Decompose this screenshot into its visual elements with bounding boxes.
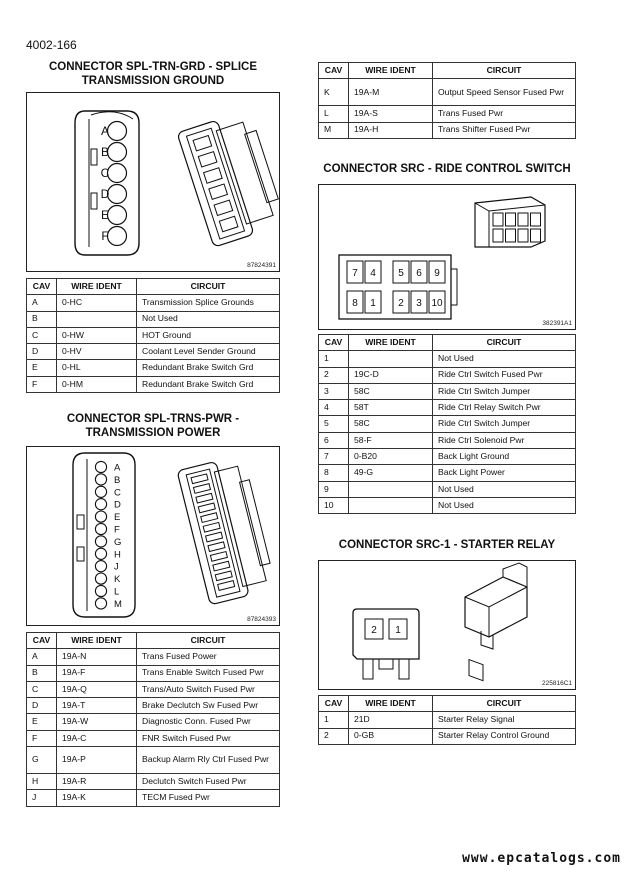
table-row	[27, 344, 280, 360]
pin-letter: E	[100, 208, 110, 222]
switch-cavity	[518, 229, 528, 242]
wire-table	[26, 632, 280, 807]
table-row	[27, 376, 280, 392]
cav-cell: B	[27, 665, 57, 681]
cav-cell: F	[27, 376, 57, 392]
wire-cell: 19A-M	[349, 79, 433, 106]
cav-cell: D	[27, 344, 57, 360]
header-wire-ident: WIRE IDENT	[349, 63, 433, 79]
wire-cell: 58T	[349, 400, 433, 416]
circuit-cell: Coolant Level Sender Ground	[137, 344, 280, 360]
cavity-number: 1	[370, 298, 376, 309]
cav-cell: 6	[319, 432, 349, 448]
side-cavity	[201, 513, 218, 523]
table-row	[27, 311, 280, 327]
cav-cell: 5	[319, 416, 349, 432]
pin-letter: J	[114, 561, 119, 573]
circuit-cell: Not Used	[433, 497, 576, 513]
switch-cavity	[506, 229, 516, 242]
connector-drawing	[27, 93, 279, 271]
pin-cavity	[95, 598, 106, 609]
table-row	[27, 714, 280, 730]
circuit-cell: FNR Switch Fused Pwr	[137, 730, 280, 746]
cavity-number: 6	[416, 268, 422, 279]
side-cavity	[191, 474, 208, 484]
page-number: 4002-166	[26, 38, 77, 52]
circuit-cell: Redundant Brake Switch Grd	[137, 376, 280, 392]
pin-cavity	[95, 585, 106, 596]
circuit-cell: Back Light Ground	[433, 449, 576, 465]
wire-table	[26, 278, 280, 393]
header-circuit: CIRCUIT	[433, 335, 576, 351]
cav-cell: G	[27, 747, 57, 774]
section-title: CONNECTOR SRC - RIDE CONTROL SWITCH	[323, 163, 571, 175]
header-wire-ident: WIRE IDENT	[349, 696, 433, 712]
cavity-number: 9	[434, 268, 440, 279]
wire-table	[318, 334, 576, 514]
table-header-row	[319, 696, 576, 712]
cav-cell: A	[27, 295, 57, 311]
table-row	[319, 728, 576, 744]
pin-cavity	[95, 536, 106, 547]
wire-cell: 19A-H	[349, 122, 433, 138]
header-circuit: CIRCUIT	[433, 63, 576, 79]
pin-letter: H	[114, 549, 121, 561]
table-row	[319, 416, 576, 432]
connector-drawing	[319, 185, 575, 329]
header-circuit: CIRCUIT	[137, 633, 280, 649]
table-row	[27, 360, 280, 376]
cav-cell: E	[27, 714, 57, 730]
wire-cell	[349, 497, 433, 513]
pin-cavity	[108, 185, 127, 204]
wire-cell: 0-HW	[57, 327, 137, 343]
table-row	[319, 367, 576, 383]
cav-cell: 7	[319, 449, 349, 465]
side-cavity	[198, 152, 217, 167]
connector-drawing	[27, 447, 279, 625]
side-cavity	[206, 532, 223, 542]
wire-cell: 58-F	[349, 432, 433, 448]
pin-cavity	[108, 143, 127, 162]
side-cavity	[219, 216, 238, 231]
cav-cell: 4	[319, 400, 349, 416]
section-title: CONNECTOR SPL-TRNS-PWR - TRANSMISSION POWER	[66, 413, 240, 439]
pin-letter: C	[114, 487, 121, 499]
circuit-cell: Not Used	[433, 481, 576, 497]
switch-cavity	[531, 229, 541, 242]
pin-cavity	[95, 486, 106, 497]
cav-cell: K	[319, 79, 349, 106]
section-spl-trns-pwr	[26, 412, 280, 807]
table-row	[319, 79, 576, 106]
table-row	[27, 681, 280, 697]
side-cavity	[208, 542, 225, 552]
pin-cavity	[95, 511, 106, 522]
header-wire-ident: WIRE IDENT	[57, 633, 137, 649]
circuit-cell: Trans Fused Power	[137, 649, 280, 665]
wire-cell: 19A-T	[57, 698, 137, 714]
wire-cell	[349, 351, 433, 367]
cav-cell: 1	[319, 351, 349, 367]
wire-cell: 0-HL	[57, 360, 137, 376]
circuit-cell: Trans Enable Switch Fused Pwr	[137, 665, 280, 681]
cav-cell: 8	[319, 465, 349, 481]
cavity-number: 8	[352, 298, 358, 309]
cav-cell: C	[27, 681, 57, 697]
connector-drawing	[319, 561, 575, 689]
switch-cavity	[493, 229, 503, 242]
circuit-cell: Brake Declutch Sw Fused Pwr	[137, 698, 280, 714]
header-cav: CAV	[27, 279, 57, 295]
pin-cavity	[108, 206, 127, 225]
cavity-number: 4	[370, 268, 376, 279]
table-row	[27, 790, 280, 806]
cavity-number: 10	[431, 298, 443, 309]
section-title: CONNECTOR SRC-1 - STARTER RELAY	[338, 539, 556, 551]
wire-cell: 49-G	[349, 465, 433, 481]
wire-cell	[57, 311, 137, 327]
header-wire-ident: WIRE IDENT	[349, 335, 433, 351]
table-row	[27, 730, 280, 746]
wire-cell: 19A-N	[57, 649, 137, 665]
circuit-cell: Declutch Switch Fused Pwr	[137, 774, 280, 790]
switch-cavity	[506, 213, 516, 226]
side-cavity	[213, 561, 230, 571]
cavity-number: 1	[395, 625, 401, 636]
cav-cell: 3	[319, 383, 349, 399]
cav-cell: D	[27, 698, 57, 714]
cav-cell: A	[27, 649, 57, 665]
figure-id: 225816C1	[542, 680, 572, 687]
side-cavity	[198, 503, 215, 513]
cavity-number: 5	[398, 268, 404, 279]
table-header-row	[319, 63, 576, 79]
cav-cell: F	[27, 730, 57, 746]
table-row	[319, 712, 576, 728]
connector-figure	[318, 184, 576, 330]
circuit-cell: Redundant Brake Switch Grd	[137, 360, 280, 376]
header-cav: CAV	[319, 335, 349, 351]
cavity-number: 2	[371, 625, 377, 636]
circuit-cell: Starter Relay Control Ground	[433, 728, 576, 744]
pin-cavity	[95, 499, 106, 510]
figure-id: 87824391	[247, 262, 276, 269]
table-row	[319, 383, 576, 399]
wire-cell: 0-HC	[57, 295, 137, 311]
switch-cavity	[518, 213, 528, 226]
circuit-cell: Transmission Splice Grounds	[137, 295, 280, 311]
cav-cell: M	[319, 122, 349, 138]
pin-cavity	[95, 474, 106, 485]
side-cavity	[215, 571, 232, 581]
table-row	[319, 351, 576, 367]
table-row	[27, 774, 280, 790]
side-cavity	[218, 581, 235, 591]
pin-letter: F	[101, 229, 109, 243]
header-circuit: CIRCUIT	[433, 696, 576, 712]
wire-cell: 0-HV	[57, 344, 137, 360]
pin-letter: L	[114, 586, 120, 598]
header-wire-ident: WIRE IDENT	[57, 279, 137, 295]
cavity-number: 2	[398, 298, 404, 309]
pin-letter: B	[100, 145, 110, 159]
wire-cell: 19A-W	[57, 714, 137, 730]
circuit-cell: Ride Ctrl Relay Switch Pwr	[433, 400, 576, 416]
circuit-cell: Trans Fused Pwr	[433, 106, 576, 122]
table-row	[27, 649, 280, 665]
cav-cell: 9	[319, 481, 349, 497]
cav-cell: 1	[319, 712, 349, 728]
wire-cell: 19A-S	[349, 106, 433, 122]
section-spl-trns-pwr-continued	[318, 62, 576, 139]
pin-letter: C	[100, 166, 110, 180]
side-cavity	[203, 522, 220, 532]
wire-cell: 58C	[349, 383, 433, 399]
circuit-cell: Ride Ctrl Switch Fused Pwr	[433, 367, 576, 383]
table-row	[27, 665, 280, 681]
cav-cell: B	[27, 311, 57, 327]
pin-letter: D	[114, 499, 121, 511]
cav-cell: L	[319, 106, 349, 122]
wire-cell: 58C	[349, 416, 433, 432]
table-row	[27, 698, 280, 714]
circuit-cell: Not Used	[137, 311, 280, 327]
table-row	[27, 327, 280, 343]
header-circuit: CIRCUIT	[137, 279, 280, 295]
header-cav: CAV	[319, 696, 349, 712]
table-row	[319, 122, 576, 138]
circuit-cell: HOT Ground	[137, 327, 280, 343]
cavity-number: 3	[416, 298, 422, 309]
table-row	[319, 497, 576, 513]
circuit-cell: Backup Alarm Rly Ctrl Fused Pwr	[137, 747, 280, 774]
header-cav: CAV	[27, 633, 57, 649]
connector-figure	[318, 560, 576, 690]
pin-letter: F	[114, 524, 120, 536]
circuit-cell: Output Speed Sensor Fused Pwr	[433, 79, 576, 106]
circuit-cell: Trans/Auto Switch Fused Pwr	[137, 681, 280, 697]
cav-cell: E	[27, 360, 57, 376]
cav-cell: H	[27, 774, 57, 790]
table-row	[319, 449, 576, 465]
wire-cell: 0-GB	[349, 728, 433, 744]
wire-cell: 21D	[349, 712, 433, 728]
table-header-row	[319, 335, 576, 351]
circuit-cell: Ride Ctrl Solenoid Pwr	[433, 432, 576, 448]
side-cavity	[196, 493, 213, 503]
pin-cavity	[95, 573, 106, 584]
circuit-cell: Ride Ctrl Switch Jumper	[433, 416, 576, 432]
pin-cavity	[95, 548, 106, 559]
side-cavity	[209, 184, 228, 199]
section-src	[318, 162, 576, 514]
wire-cell: 19A-Q	[57, 681, 137, 697]
connector-figure	[26, 446, 280, 626]
cav-cell: 10	[319, 497, 349, 513]
side-cavity	[204, 168, 223, 183]
cavity-number: 7	[352, 268, 358, 279]
pin-letter: G	[114, 536, 122, 548]
pin-letter: A	[114, 462, 121, 474]
switch-cavity	[493, 213, 503, 226]
switch-cavity	[531, 213, 541, 226]
wire-cell: 19A-R	[57, 774, 137, 790]
wire-cell: 19A-C	[57, 730, 137, 746]
wire-cell: 19C-D	[349, 367, 433, 383]
circuit-cell: TECM Fused Pwr	[137, 790, 280, 806]
wire-cell: 19A-F	[57, 665, 137, 681]
cav-cell: J	[27, 790, 57, 806]
pin-cavity	[108, 164, 127, 183]
pin-letter: M	[114, 598, 122, 610]
pin-letter: D	[100, 187, 110, 201]
table-row	[319, 106, 576, 122]
cav-cell: 2	[319, 728, 349, 744]
connector-figure	[26, 92, 280, 272]
table-row	[319, 432, 576, 448]
section-src1	[318, 538, 576, 745]
pin-letter: B	[114, 474, 121, 486]
wire-cell: 19A-K	[57, 790, 137, 806]
cav-cell: 2	[319, 367, 349, 383]
table-row	[319, 465, 576, 481]
circuit-cell: Starter Relay Signal	[433, 712, 576, 728]
side-cavity	[210, 552, 227, 562]
pin-cavity	[108, 122, 127, 141]
figure-id: 87824393	[247, 616, 276, 623]
figure-id: 382391A1	[542, 320, 572, 327]
side-cavity	[214, 200, 233, 215]
wire-cell: 0-HM	[57, 376, 137, 392]
pin-letter: K	[114, 574, 121, 586]
pin-cavity	[108, 227, 127, 246]
table-row	[27, 295, 280, 311]
table-row	[27, 747, 280, 774]
wire-table	[318, 62, 576, 139]
circuit-cell: Ride Ctrl Switch Jumper	[433, 383, 576, 399]
circuit-cell: Not Used	[433, 351, 576, 367]
side-cavity	[193, 484, 210, 494]
circuit-cell: Diagnostic Conn. Fused Pwr	[137, 714, 280, 730]
wire-table	[318, 695, 576, 745]
table-header-row	[27, 279, 280, 295]
site-watermark: www.epcatalogs.com	[462, 851, 621, 866]
table-row	[319, 400, 576, 416]
table-row	[319, 481, 576, 497]
side-cavity	[193, 135, 212, 150]
pin-cavity	[95, 523, 106, 534]
circuit-cell: Trans Shifter Fused Pwr	[433, 122, 576, 138]
pin-letter: E	[114, 512, 121, 524]
section-title: CONNECTOR SPL-TRN-GRD - SPLICE TRANSMISSION GROUND	[48, 61, 258, 87]
circuit-cell: Back Light Power	[433, 465, 576, 481]
wire-cell: 19A-P	[57, 747, 137, 774]
pin-letter: A	[100, 124, 110, 138]
pin-cavity	[95, 461, 106, 472]
header-cav: CAV	[319, 63, 349, 79]
pin-cavity	[95, 561, 106, 572]
wire-cell	[349, 481, 433, 497]
cav-cell: C	[27, 327, 57, 343]
table-header-row	[27, 633, 280, 649]
wire-cell: 0-B20	[349, 449, 433, 465]
section-spl-trn-grd	[26, 60, 280, 393]
